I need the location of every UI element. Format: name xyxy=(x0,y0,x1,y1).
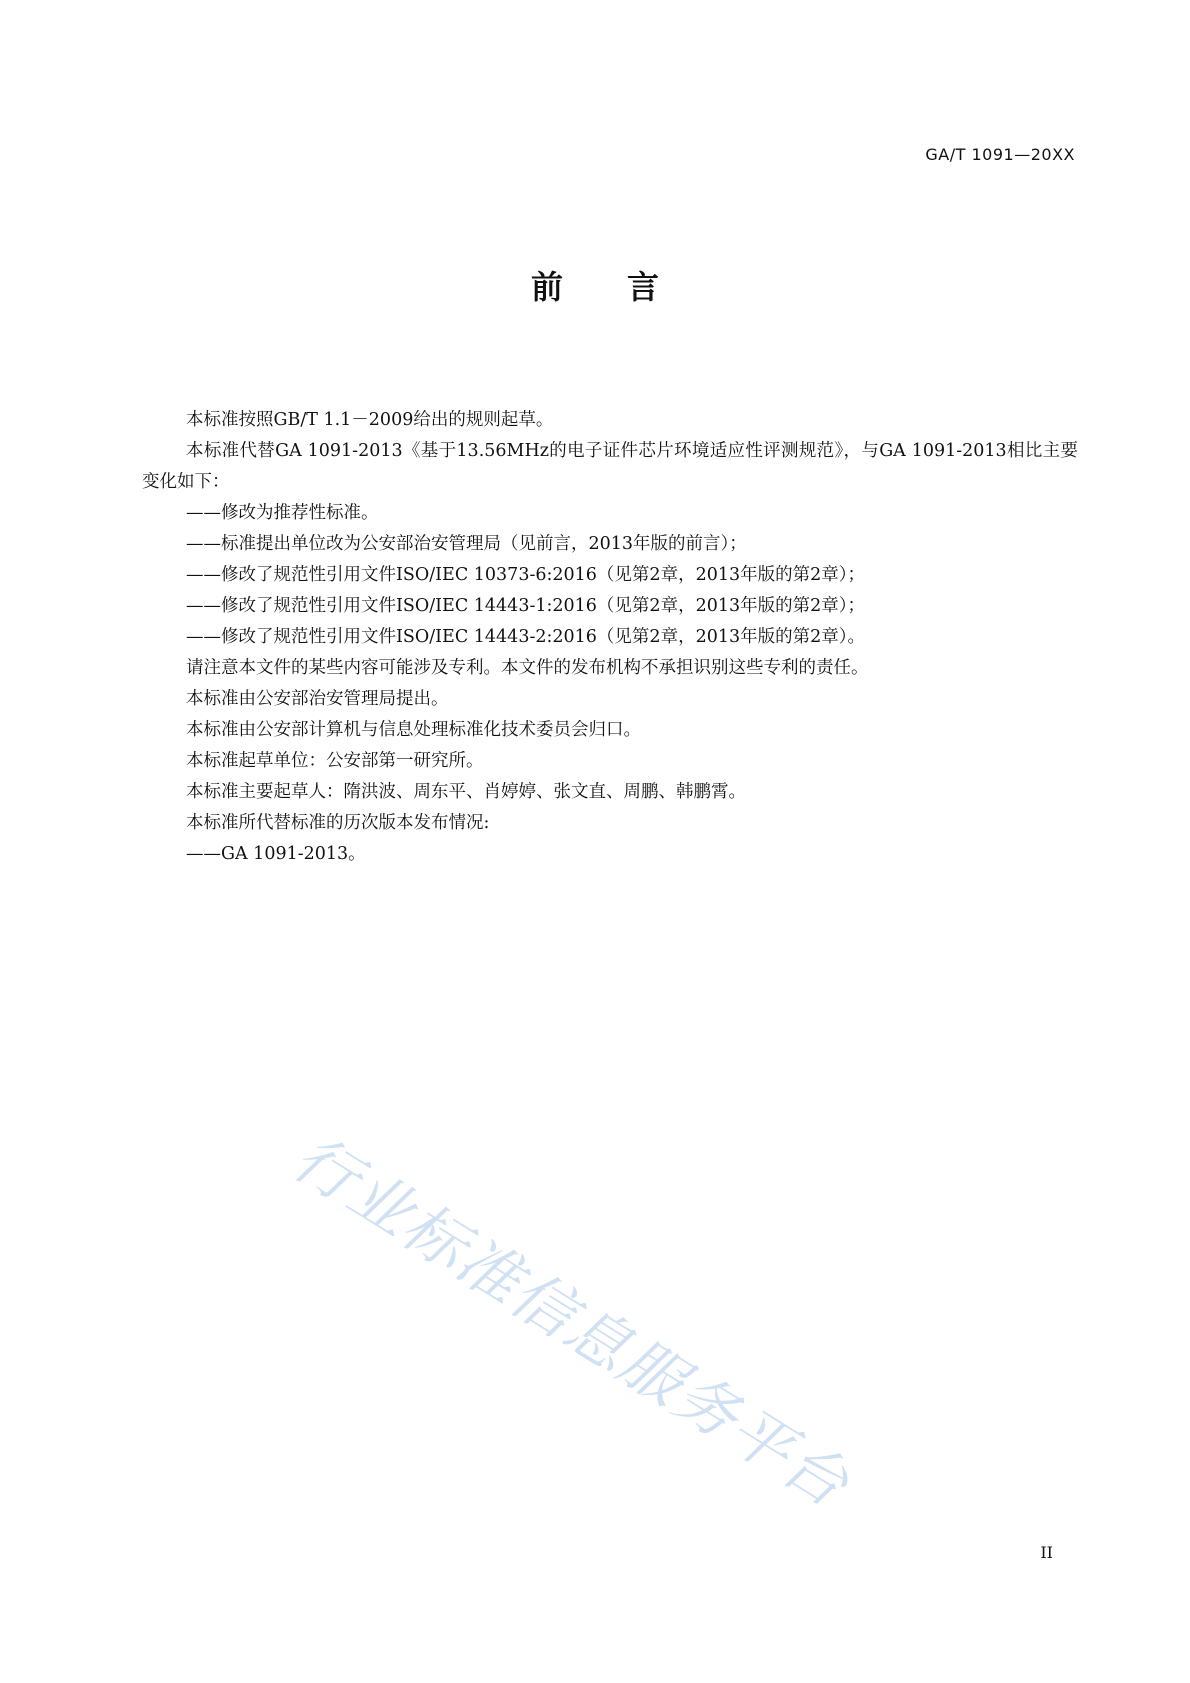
watermark: 行业标准信息服务平台 xyxy=(281,1120,863,1522)
change-item: ——修改了规范性引用文件ISO/IEC 10373-6:2016（见第2章，2013年版的第2章）； xyxy=(186,565,865,585)
page-number: II xyxy=(1040,1543,1053,1562)
paragraph-drafting-unit: 本标准起草单位：公安部第一研究所。 xyxy=(186,751,484,771)
change-item: ——修改了规范性引用文件ISO/IEC 14443-1:2016（见第2章，2013年版的第2章）； xyxy=(186,596,865,616)
paragraph-drafters: 本标准主要起草人：隋洪波、周东平、肖婷婷、张文直、周鹏、韩鹏霄。 xyxy=(186,782,746,802)
paragraph-patent-notice: 请注意本文件的某些内容可能涉及专利。本文件的发布机构不承担识别这些专利的责任。 xyxy=(186,658,869,678)
change-item: ——修改了规范性引用文件ISO/IEC 14443-2:2016（见第2章，2013年版的第2章）。 xyxy=(186,627,865,647)
history-item: ——GA 1091-2013。 xyxy=(186,844,366,864)
paragraph-drafting-rules: 本标准按照GB/T 1.1－2009给出的规则起草。 xyxy=(186,410,554,430)
change-item: ——修改为推荐性标准。 xyxy=(186,503,379,523)
paragraph-history: 本标准所代替标准的历次版本发布情况: xyxy=(186,813,490,833)
standard-code: GA/T 1091—20XX xyxy=(925,145,1075,164)
paragraph-replacement: 本标准代替GA 1091-2013《基于13.56MHz的电子证件芯片环境适应性评测规范》，与GA 1091-2013相比主要变化如下： xyxy=(142,441,1078,492)
page-title: 前言 xyxy=(530,268,723,306)
change-item: ——标准提出单位改为公安部治安管理局（见前言，2013年版的前言）； xyxy=(186,534,747,554)
document-body xyxy=(142,405,1078,870)
paragraph-proposer: 本标准由公安部治安管理局提出。 xyxy=(186,689,449,709)
paragraph-committee: 本标准由公安部计算机与信息处理标准化技术委员会归口。 xyxy=(186,720,641,740)
